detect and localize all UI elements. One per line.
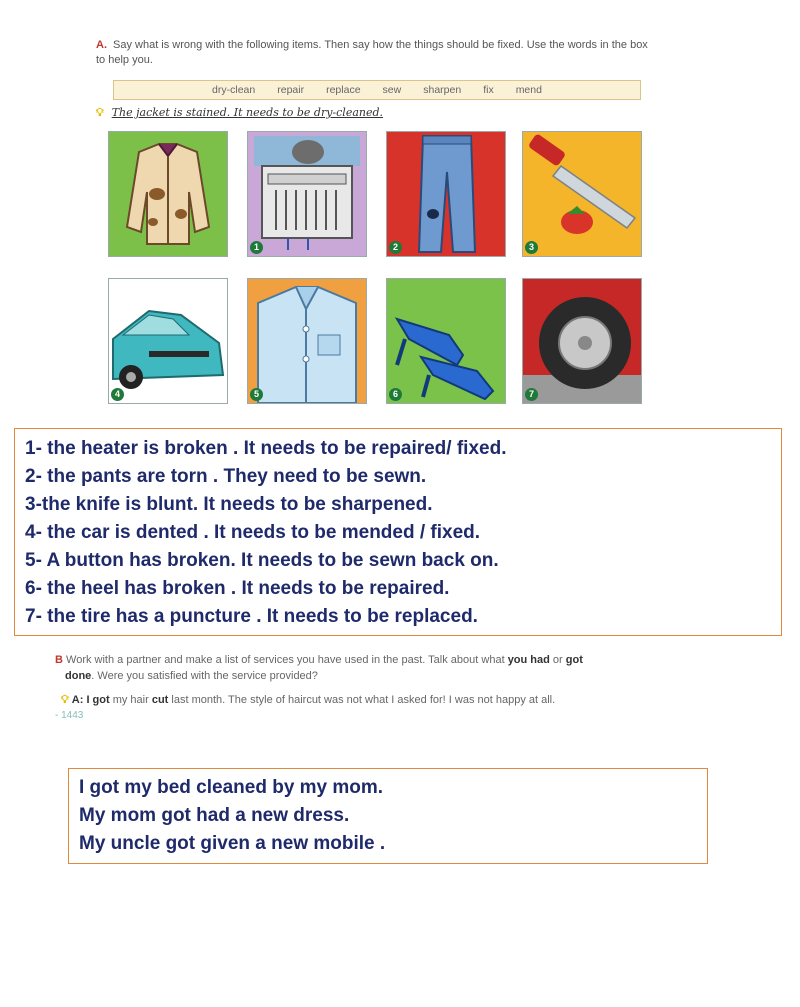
answer-line: 5- A button has broken. It needs to be sewn back on. (25, 550, 499, 571)
word-item: mend (515, 84, 542, 96)
section-a-instruction (96, 38, 656, 68)
picture-number: 5 (250, 388, 263, 401)
car-picture (108, 278, 228, 404)
jacket-picture (108, 131, 228, 257)
tire-picture (522, 278, 642, 404)
section-b-text: my hair (109, 694, 152, 706)
section-a-letter: A. (96, 39, 107, 51)
section-b-line1 (55, 652, 615, 668)
answer-line: 2- the pants are torn . They need to be sewn. (25, 466, 427, 487)
answer-line: 7- the tire has a puncture . It needs to be replaced. (25, 606, 478, 627)
section-b-bold: got (565, 654, 583, 666)
section-b-text: or (549, 654, 566, 666)
answer-line: I got my bed cleaned by my mom. (79, 777, 384, 798)
section-b-bold: done (65, 670, 92, 682)
lightbulb-icon: 💡︎ (96, 107, 104, 119)
picture-number: 3 (525, 241, 538, 254)
section-b-text: . Were you satisfied with the service provided? (91, 670, 318, 682)
heater-picture (247, 131, 367, 257)
answer-line: 3-the knife is blunt. It needs to be sharpened. (25, 494, 433, 515)
section-b-letter: B (55, 654, 63, 666)
shoes-picture (386, 278, 506, 404)
word-item: sew (382, 84, 402, 96)
word-box (113, 80, 641, 100)
section-b-text: last month. The style of haircut was not what I asked for! I was not happy at all. (168, 694, 556, 706)
example-sentence (96, 106, 383, 120)
section-b-line2 (55, 668, 615, 684)
section-a-text: Say what is wrong with the following items. Then say how the things should be fixed. Use the words in the box to help you. (96, 39, 648, 66)
jeans-picture (386, 131, 506, 257)
shirt-picture (247, 278, 367, 404)
section-b-text: Work with a partner and make a list of services you have used in the past. Talk about what (66, 654, 508, 666)
picture-number: 1 (250, 241, 263, 254)
year-label: - 1443 (55, 710, 84, 721)
example-label: A: (71, 694, 84, 706)
section-b-bold: cut (151, 694, 169, 706)
picture-number: 2 (389, 241, 402, 254)
word-item: fix (483, 84, 494, 96)
picture-number: 6 (389, 388, 402, 401)
knife-picture (522, 131, 642, 257)
word-item: repair (277, 84, 305, 96)
section-b-instruction (55, 652, 615, 724)
answer-line: 6- the heel has broken . It needs to be repaired. (25, 578, 450, 599)
word-item: dry-clean (212, 84, 256, 96)
section-b-bold: you had (507, 654, 550, 666)
answer-line: My mom got had a new dress. (79, 805, 350, 826)
answers-box (14, 428, 782, 636)
section-b-example (55, 692, 615, 708)
answers-b-box (68, 768, 708, 864)
section-b-bold: I got (86, 694, 110, 706)
lightbulb-icon: 💡︎ (61, 694, 69, 706)
picture-number: 4 (111, 388, 124, 401)
example-text: The jacket is stained. It needs to be dry-cleaned. (111, 106, 384, 119)
answer-line: My uncle got given a new mobile . (79, 833, 386, 854)
answer-line: 1- the heater is broken . It needs to be repaired/ fixed. (25, 438, 507, 459)
word-item: sharpen (423, 84, 462, 96)
answer-line: 4- the car is dented . It needs to be mended / fixed. (25, 522, 481, 543)
picture-number: 7 (525, 388, 538, 401)
word-item: replace (326, 84, 361, 96)
